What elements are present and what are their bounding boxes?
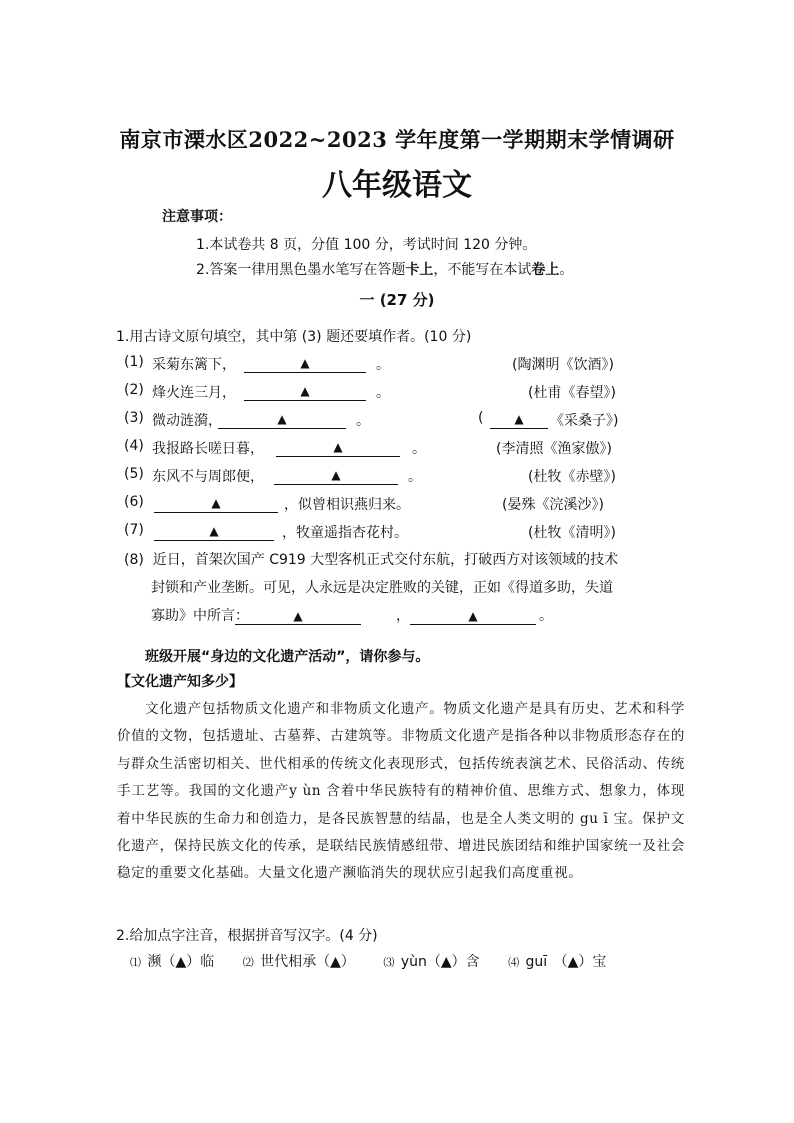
q2-item-2: ⑵ 世代相承（▲） <box>242 954 355 970</box>
q2-item-4: ⑷ guī （▲）宝 <box>508 954 607 970</box>
answer-blank: ▲ <box>154 494 278 513</box>
q1-item-1: (1) 采菊东篱下， ▲ 。 (陶渊明《饮酒》) <box>124 354 614 373</box>
answer-blank: ▲ <box>244 354 366 373</box>
answer-blank: ▲ <box>154 522 274 541</box>
author-blank: ▲ <box>490 410 548 429</box>
q1-item-2: (2) 烽火连三月， ▲ 。 (杜甫《春望》) <box>124 382 616 401</box>
answer-blank: ▲ <box>274 466 398 485</box>
answer-blank: ▲ <box>276 438 400 457</box>
question-2-prompt: 2.给加点字注音，根据拼音写汉字。(4 分) <box>116 928 378 944</box>
q1-item-4: (4) 我报路长嗟日暮， ▲ 。 (李清照《渔家傲》) <box>124 438 612 457</box>
exam-subject: 八年级语文 <box>322 168 472 203</box>
note-1: 1.本试卷共 8 页，分值 100 分，考试时间 120 分钟。 <box>196 237 537 253</box>
answer-blank: ▲ <box>244 382 366 401</box>
q2-item-1: ⑴ 濒（▲）临 <box>130 954 215 970</box>
q1-item-7: (7) ▲ ，牧童遥指杏花村。 (杜牧《清明》) <box>124 522 616 541</box>
notes-heading: 注意事项： <box>162 209 232 225</box>
answer-blank: ▲ <box>410 606 536 625</box>
q1-item-8: (8) 近日，首架次国产 C919 大型客机正式交付东航，打破西方对该领域的技术 封锁和产业垄断。可见，人永远是决定胜败的关键，正如《得道多助，失道 寡助》中所言： ▲ ， ▲ 。 <box>124 552 619 624</box>
q1-item-3: (3) 微动涟漪， ▲ 。 ( ▲ 《采桑子》) <box>124 410 619 429</box>
answer-blank: ▲ <box>218 410 346 429</box>
question-1-prompt: 1.用古诗文原句填空，其中第 (3) 题还要填作者。(10 分) <box>116 329 472 345</box>
exam-title: 南京市溧水区2022~2023 学年度第一学期期末学情调研 <box>119 127 675 152</box>
q1-item-5: (5) 东风不与周郎便， ▲ 。 (杜牧《赤壁》) <box>124 466 616 485</box>
section-heading: 【文化遗产知多少】 <box>117 674 243 690</box>
question-2-items <box>130 951 606 971</box>
part-one-heading: 一 (27 分) <box>359 291 435 309</box>
reading-paragraph: 文化遗产包括物质文化遗产和非物质文化遗产。物质文化遗产是具有历史、艺术和科学价值的文物，包括遗址、古墓葬、古建筑等。非物质文化遗产是指各种以非物质形态存在的与群众生活密切相关、世代相承的传统文化表现形式，包括传统表演艺术、民俗活动、传统手工艺等。我国的文化遗产y ùn 含着中华民族特有的精神价值、思维方式、想象力，体现着中华民族的生命力和创造力，是各民族智慧的结晶，也是全人类文明的 gu ī 宝。保护文化遗产，保持民族文化的传承，是联结民族情感纽带、增进民族团结和维护国家统一及社会稳定的重要文化基础。大量文化遗产濒临消失的现状应引起我们高度重视。 <box>117 701 685 882</box>
q1-item-6: (6) ▲ ，似曾相识燕归来。 (晏殊《浣溪沙》) <box>124 494 604 513</box>
note-2: 2.答案一律用黑色墨水笔写在答题卡上，不能写在本试卷上。 <box>196 262 574 278</box>
answer-blank: ▲ <box>235 606 361 625</box>
q2-item-3: ⑶ yùn（▲）含 <box>383 954 480 970</box>
activity-intro: 班级开展“身边的文化遗产活动”，请你参与。 <box>145 649 430 665</box>
